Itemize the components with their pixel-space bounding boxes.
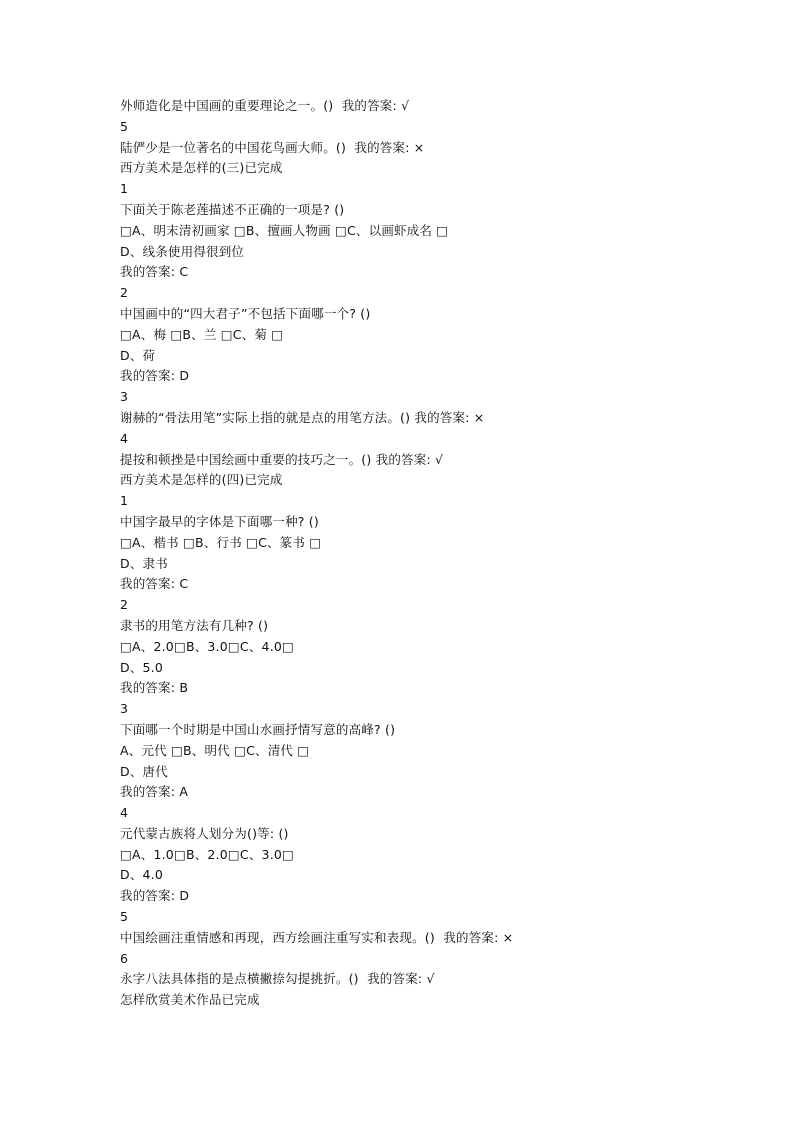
text-line: 陆俨少是一位著名的中国花鸟画大师。() 我的答案: × — [120, 139, 425, 155]
text-line: 提按和顿挫是中国绘画中重要的技巧之一。() 我的答案: √ — [120, 451, 444, 467]
options-line: D、荷 — [120, 347, 156, 363]
answer-line: 我的答案: D — [120, 368, 190, 384]
options-line: D、4.0 — [120, 867, 164, 883]
question-text: 中国字最早的字体是下面哪一种? () — [120, 513, 319, 529]
text-line: 5 — [120, 118, 129, 134]
text-line: 谢赫的“骨法用笔”实际上指的就是点的用笔方法。() 我的答案: × — [120, 409, 485, 425]
question-text: 下面关于陈老莲描述不正确的一项是? () — [120, 201, 345, 217]
answer-line: 我的答案: B — [120, 680, 189, 696]
section-heading: 西方美术是怎样的(三)已完成 — [120, 160, 283, 176]
text-line: 3 — [120, 701, 129, 717]
text-line: 永字八法具体指的是点横撇捺勾提挑折。() 我的答案: √ — [120, 971, 435, 987]
document-body — [120, 96, 760, 1011]
options-line: D、隶书 — [120, 555, 168, 571]
text-line: 5 — [120, 909, 129, 925]
text-line: 4 — [120, 430, 129, 446]
options-line: D、线条使用得很到位 — [120, 243, 245, 259]
text-line: 6 — [120, 950, 129, 966]
question-text: 下面哪一个时期是中国山水画抒情写意的高峰? () — [120, 721, 396, 737]
options-line: □A、2.0□B、3.0□C、4.0□ — [120, 638, 295, 654]
section-heading: 怎样欣赏美术作品已完成 — [120, 992, 260, 1008]
options-line: A、元代 □B、明代 □C、清代 □ — [120, 742, 310, 758]
answer-line: 我的答案: C — [120, 264, 189, 280]
answer-line: 我的答案: D — [120, 888, 190, 904]
options-line: □A、梅 □B、兰 □C、菊 □ — [120, 326, 284, 342]
text-line: 中国绘画注重情感和再现，西方绘画注重写实和表现。() 我的答案: × — [120, 929, 514, 945]
question-text: 隶书的用笔方法有几种? () — [120, 617, 269, 633]
text-line: 4 — [120, 805, 129, 821]
text-line: 3 — [120, 389, 129, 405]
options-line: D、5.0 — [120, 659, 164, 675]
options-line: □A、1.0□B、2.0□C、3.0□ — [120, 846, 295, 862]
text-line: 2 — [120, 285, 129, 301]
text-line: 外师造化是中国画的重要理论之一。() 我的答案: √ — [120, 98, 410, 113]
question-text: 元代蒙古族将人划分为()等: () — [120, 825, 289, 841]
text-line: 1 — [120, 181, 129, 197]
answer-line: 我的答案: C — [120, 576, 189, 592]
options-line: □A、楷书 □B、行书 □C、篆书 □ — [120, 534, 322, 550]
options-line: D、唐代 — [120, 763, 168, 779]
options-line: □A、明末清初画家 □B、擅画人物画 □C、以画虾成名 □ — [120, 222, 449, 238]
text-line: 1 — [120, 493, 129, 509]
question-text: 中国画中的“四大君子”不包括下面哪一个? () — [120, 305, 371, 321]
answer-line: 我的答案: A — [120, 784, 189, 800]
text-line: 2 — [120, 597, 129, 613]
section-heading: 西方美术是怎样的(四)已完成 — [120, 472, 283, 488]
